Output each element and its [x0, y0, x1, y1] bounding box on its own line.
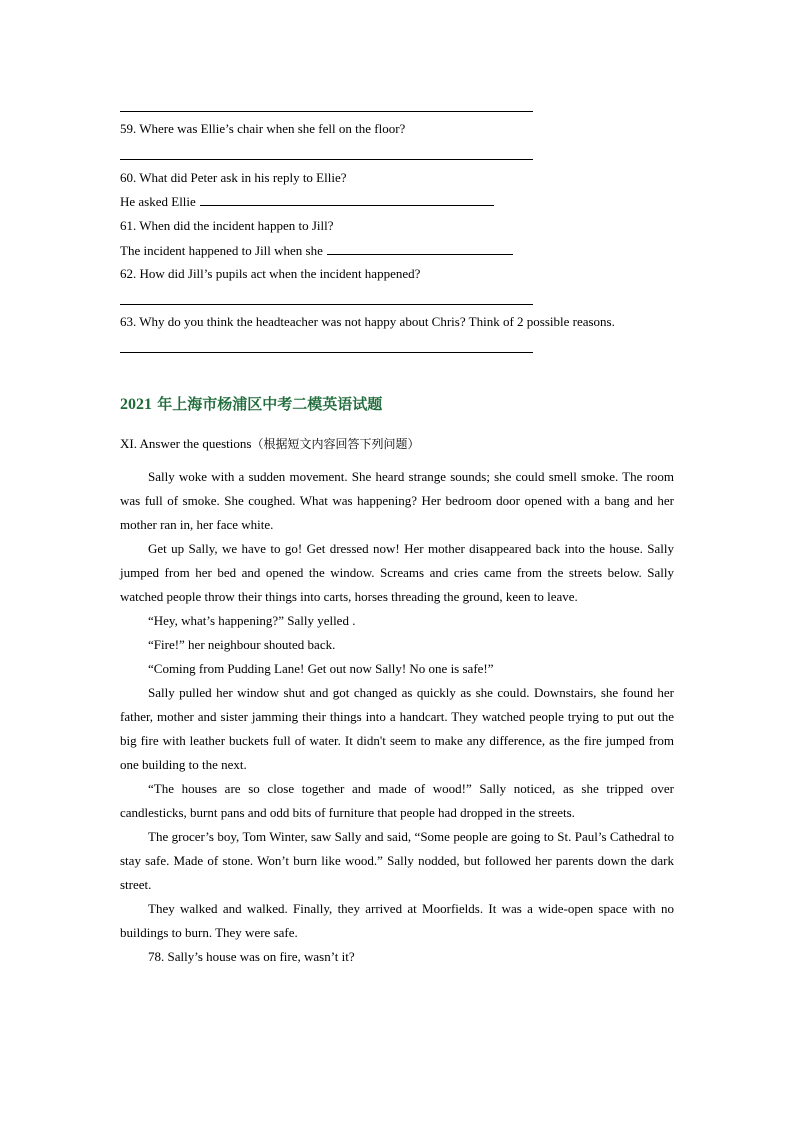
- question-61: 61. When did the incident happen to Jill?: [120, 218, 334, 233]
- question-61-prompt-row: [120, 242, 513, 259]
- passage-paragraph: Get up Sally, we have to go! Get dressed now! Her mother disappeared back into the house. Sally jumped from her bed and opened the window. Screams and cries came from the streets below. Sally watched people throw their things into carts, horses threading the ground, keen to leave.: [120, 541, 674, 604]
- question-59: 59. Where was Ellie’s chair when she fell on the floor?: [120, 121, 406, 136]
- question-62: 62. How did Jill’s pupils act when the incident happened?: [120, 266, 421, 281]
- passage-paragraph: “Coming from Pudding Lane! Get out now Sally! No one is safe!”: [148, 661, 494, 676]
- exam-title-text: 年上海市杨浦区中考二模英语试题: [152, 395, 383, 413]
- passage-paragraph: Sally woke with a sudden movement. She heard strange sounds; she could smell smoke. The room was full of smoke. She coughed. What was happening? Her bedroom door opened with a bang and her mother ran in, her face white.: [120, 469, 674, 532]
- answer-line-60[interactable]: [200, 193, 494, 206]
- passage-paragraph: They walked and walked. Finally, they arrived at Moorfields. It was a wide-open space with no buildings to burn. They were safe.: [120, 901, 674, 940]
- reading-passage: [120, 465, 674, 969]
- passage-paragraph: “Fire!” her neighbour shouted back.: [148, 637, 336, 652]
- answer-line-63[interactable]: [120, 352, 533, 353]
- section-note: （根据短文内容回答下列问题）: [251, 437, 420, 451]
- question-60: 60. What did Peter ask in his reply to Ellie?: [120, 170, 347, 185]
- question-61-prompt: The incident happened to Jill when she: [120, 243, 323, 258]
- question-63: 63. Why do you think the headteacher was not happy about Chris? Think of 2 possible reasons.: [120, 314, 615, 329]
- section-heading: [120, 436, 419, 452]
- passage-paragraph: “The houses are so close together and made of wood!” Sally noticed, as she tripped over candlesticks, burnt pans and odd bits of furniture that people had dropped in the streets.: [120, 781, 674, 820]
- answer-line-59[interactable]: [120, 159, 533, 160]
- exam-title: [120, 393, 382, 414]
- question-78: 78. Sally’s house was on fire, wasn’t it?: [148, 949, 355, 964]
- answer-line-62[interactable]: [120, 304, 533, 305]
- exam-year: 2021: [120, 396, 152, 413]
- section-label: XI. Answer the questions: [120, 436, 252, 451]
- passage-paragraph: The grocer’s boy, Tom Winter, saw Sally and said, “Some people are going to St. Paul’s Cathedral to stay safe. Made of stone. Won’t burn like wood.” Sally nodded, but followed her parents down the dark street.: [120, 829, 674, 892]
- answer-line-58[interactable]: [120, 111, 533, 112]
- question-60-prompt: He asked Ellie: [120, 194, 196, 209]
- answer-line-61[interactable]: [327, 242, 513, 255]
- passage-paragraph: Sally pulled her window shut and got changed as quickly as she could. Downstairs, she found her father, mother and sister jamming their things into a handcart. They watched people trying to put out the big fire with leather buckets full of water. It didn't seem to make any difference, as the fire jumped from one building to the next.: [120, 685, 674, 772]
- question-60-prompt-row: [120, 193, 494, 210]
- passage-paragraph: “Hey, what’s happening?” Sally yelled .: [148, 613, 356, 628]
